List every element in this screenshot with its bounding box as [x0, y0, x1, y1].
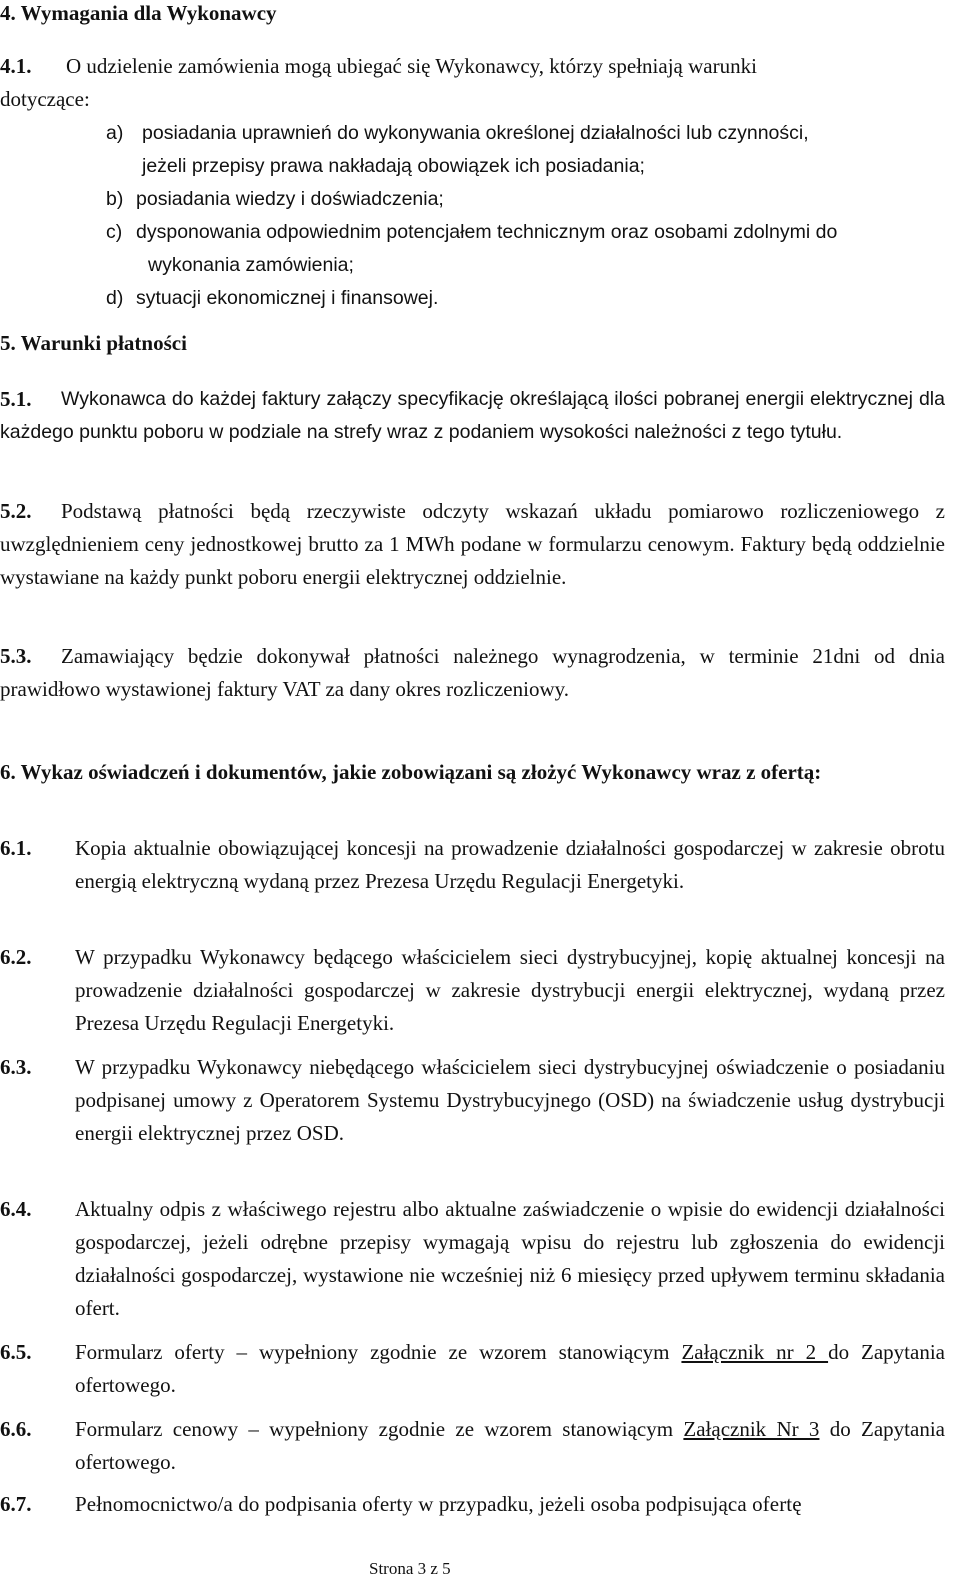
list-item-text: wykonania zamówienia; [148, 254, 354, 276]
list-item [106, 183, 946, 216]
list-item-text: posiadania wiedzy i doświadczenia; [136, 188, 444, 210]
paragraph-6-4 [0, 1193, 945, 1325]
paragraph-text: W przypadku Wykonawcy będącego właścicielem sieci dystrybucyjnej, kopię aktualnej koncesji na prowadzenie działalności gospodarczej w zakresie dystrybucji energii elektrycznej, wydaną przez Prezesa Urzędu Regulacji Energetyki. [75, 945, 945, 1035]
paragraph-5-2 [0, 495, 945, 594]
list-item-label: a) [106, 122, 124, 144]
paragraph-text: Pełnomocnictwo/a do podpisania oferty w przypadku, jeżeli osoba podpisująca ofertę [75, 1492, 802, 1516]
paragraph-text: Podstawą płatności będą rzeczywiste odczyty wskazań układu pomiarowo rozliczeniowego z uwzględnieniem ceny jednostkowej brutto za 1 MWh podane w formularzu cenowym. Faktury będą oddzielnie wystawiane na każdy punkt poboru energii elektrycznej oddzielnie. [0, 499, 945, 589]
paragraph-6-2 [0, 941, 945, 1040]
paragraph-5-3 [0, 640, 945, 706]
paragraph-text: Zamawiający będzie dokonywał płatności należnego wynagrodzenia, w terminie 21dni od dnia prawidłowo wystawionej faktury VAT za dany okres rozliczeniowy. [0, 644, 945, 701]
paragraph-number: 6.4. [0, 1197, 32, 1221]
paragraph-number: 5.2. [0, 499, 32, 523]
attachment-3-reference: Załącznik Nr 3 [683, 1417, 820, 1441]
list-item [106, 282, 946, 315]
paragraph-number: 6.3. [0, 1055, 32, 1079]
paragraph-text: Wykonawca do każdej faktury załączy specyfikację określającą ilości pobranej energii elektrycznej dla każdego punktu poboru w podziale na strefy wraz z podaniem wysokości należności z tego tytułu. [0, 388, 945, 443]
list-item-label: b) [106, 188, 124, 210]
paragraph-text: W przypadku Wykonawcy niebędącego właścicielem sieci dystrybucyjnej oświadczenie o posiadaniu podpisanej umowy z Operatorem Systemu Dystrybucyjnego (OSD) na świadczenie usług dystrybucji energii elektrycznej przez OSD. [75, 1055, 945, 1145]
paragraph-text-pre: Formularz oferty – wypełniony zgodnie ze wzorem stanowiącym [75, 1340, 682, 1364]
paragraph-number: 6.6. [0, 1417, 32, 1441]
paragraph-number: 4.1. [0, 54, 32, 78]
paragraph-text [75, 1336, 945, 1402]
list-item-text: dysponowania odpowiednim potencjałem technicznym oraz osobami zdolnymi do [136, 221, 838, 243]
list-item [106, 216, 946, 282]
paragraph-number: 6.2. [0, 945, 32, 969]
paragraph-5-1 [0, 383, 945, 449]
section-5-heading: 5. Warunki płatności [0, 331, 187, 355]
list-item-label: d) [106, 287, 124, 309]
paragraph-number: 6.7. [0, 1492, 32, 1516]
list-item [106, 117, 946, 183]
list-item-text: jeżeli przepisy prawa nakładają obowiązek ich posiadania; [142, 155, 645, 177]
paragraph-text-post: do Zapytania ofertowego. [75, 1340, 945, 1397]
paragraph-6-7 [0, 1488, 960, 1521]
section-6-heading: 6. Wykaz oświadczeń i dokumentów, jakie zobowiązani są złożyć Wykonawcy wraz z ofertą: [0, 760, 822, 784]
paragraph-text: Aktualny odpis z właściwego rejestru albo aktualne zaświadczenie o wpisie do ewidencji działalności gospodarczej, jeżeli odrębne przepisy wymagają wpisu do rejestru lub zgłoszenia do ewidencji działalności gospodarczej, wystawione nie wcześniej niż 6 miesięcy przed upływem terminu składania ofert. [75, 1197, 945, 1320]
paragraph-6-6 [0, 1413, 945, 1479]
paragraph-6-3 [0, 1051, 945, 1150]
list-item-label: c) [106, 221, 123, 243]
paragraph-number: 5.1. [0, 387, 32, 411]
attachment-2-reference: Załącznik nr 2 [681, 1340, 829, 1364]
paragraph-6-5 [0, 1336, 945, 1402]
page-number: Strona 3 z 5 [369, 1559, 451, 1578]
list-item-text: sytuacji ekonomicznej i finansowej. [136, 287, 439, 309]
paragraph-text-post: do Zapytania ofertowego. [75, 1417, 945, 1474]
list-item-text: posiadania uprawnień do wykonywania określonej działalności lub czynności, [142, 122, 809, 144]
paragraph-text-line1: O udzielenie zamówienia mogą ubiegać się Wykonawcy, którzy spełniają warunki [66, 54, 757, 78]
requirements-list [106, 117, 946, 315]
paragraph-number: 6.1. [0, 836, 32, 860]
paragraph-text: Kopia aktualnie obowiązującej koncesji na prowadzenie działalności gospodarczej w zakresie obrotu energią elektryczną wydaną przez Prezesa Urzędu Regulacji Energetyki. [75, 836, 945, 893]
paragraph-text-pre: Formularz cenowy – wypełniony zgodnie ze wzorem stanowiącym [75, 1417, 684, 1441]
paragraph-number: 5.3. [0, 644, 32, 668]
paragraph-6-1 [0, 832, 945, 898]
paragraph-text [75, 1413, 945, 1479]
section-4-heading: 4. Wymagania dla Wykonawcy [0, 1, 277, 25]
paragraph-number: 6.5. [0, 1340, 32, 1364]
paragraph-text-line2: dotyczące: [0, 87, 90, 111]
